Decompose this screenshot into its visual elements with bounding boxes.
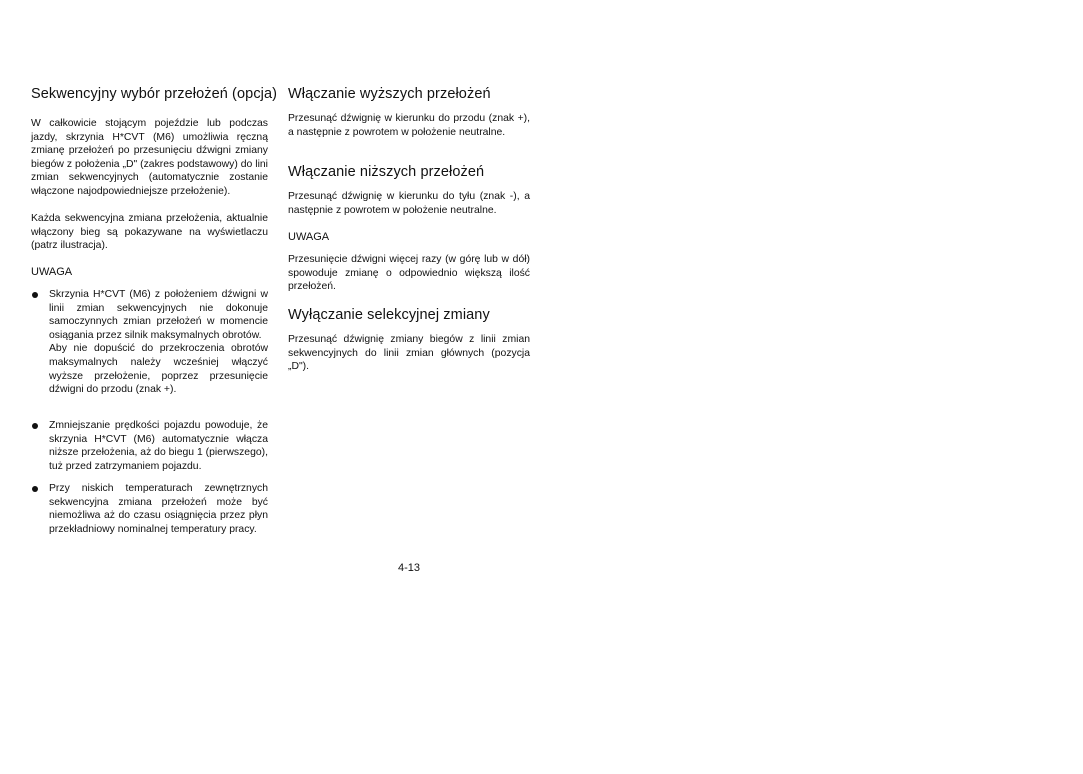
bullet-item-rpm-warning bbox=[31, 288, 268, 397]
bullet-icon bbox=[32, 486, 38, 492]
bullet-icon bbox=[32, 423, 38, 429]
bullet-paragraph: Skrzynia H*CVT (M6) z położeniem dźwigni w linii zmian sekwencyjnych nie dokonuje samoczynnych zmian przełożeń w momencie osiągania przez silnik maksymalnych obrotów. bbox=[49, 289, 268, 341]
upshift-paragraph: Przesunąć dźwignię w kierunku do przodu (znak +), a następnie z powrotem w położenie neutralne. bbox=[288, 113, 530, 138]
bullet-paragraph: Zmniejszanie prędkości pojazdu powoduje, że skrzynia H*CVT (M6) automatycznie włącza niższe przełożenia, aż do biegu 1 (pierwszego), tuż przed zatrzymaniem pojazdu. bbox=[49, 420, 268, 472]
note-label-right: UWAGA bbox=[288, 231, 330, 243]
section-heading-upshift: Włączanie wyższych przełożeń bbox=[288, 86, 491, 102]
section-heading-disable: Wyłączanie selekcyjnej zmiany bbox=[288, 307, 490, 323]
section-heading-downshift: Włączanie niższych przełożeń bbox=[288, 164, 485, 180]
bullet-item-low-temperature bbox=[31, 482, 268, 536]
downshift-paragraph: Przesunąć dźwignię w kierunku do tyłu (znak -), a następnie z powrotem w położenie neutralne. bbox=[288, 191, 530, 216]
display-note-paragraph: Każda sekwencyjna zmiana przełożenia, aktualnie włączony bieg są pokazywane na wyświetlaczu (patrz ilustracja). bbox=[31, 213, 268, 252]
bullet-paragraph: Przy niskich temperaturach zewnętrznych sekwencyjna zmiana przełożeń może być niemożliwa aż do czasu osiągnięcia przez płyn przekładniowy nominalnej temperatury pracy. bbox=[49, 483, 268, 535]
bullet-item-deceleration bbox=[31, 419, 268, 473]
intro-paragraph: W całkowicie stojącym pojeździe lub podczas jazdy, skrzynia H*CVT (M6) umożliwia ręczną zmianę przełożeń po przesunięciu dźwigni zmiany biegów z położenia „D" (zakres podstawowy) do lini zmian sekwencyjnych (automatycznie zostanie włączone najodpowiedniejsze przełożenie). bbox=[31, 118, 268, 197]
section-heading-sequential: Sekwencyjny wybór przełożeń (opcja) bbox=[31, 86, 278, 102]
bullet-icon bbox=[32, 292, 38, 298]
bullet-paragraph: Aby nie dopuścić do przekroczenia obrotów maksymalnych należy wcześniej włączyć wyższe przełożenie, poprzez przesunięcie dźwigni do przodu (znak +). bbox=[49, 343, 268, 396]
disable-paragraph: Przesunąć dźwignię zmiany biegów z linii zmian sekwencyjnych do linii zmian głównych (pozycja „D"). bbox=[288, 334, 530, 373]
note-paragraph-right: Przesunięcie dźwigni więcej razy (w górę lub w dół) spowoduje zmianę o odpowiednio większą ilość przełożeń. bbox=[288, 254, 530, 293]
page-number: 4-13 bbox=[398, 562, 421, 574]
note-label-left: UWAGA bbox=[31, 266, 73, 278]
